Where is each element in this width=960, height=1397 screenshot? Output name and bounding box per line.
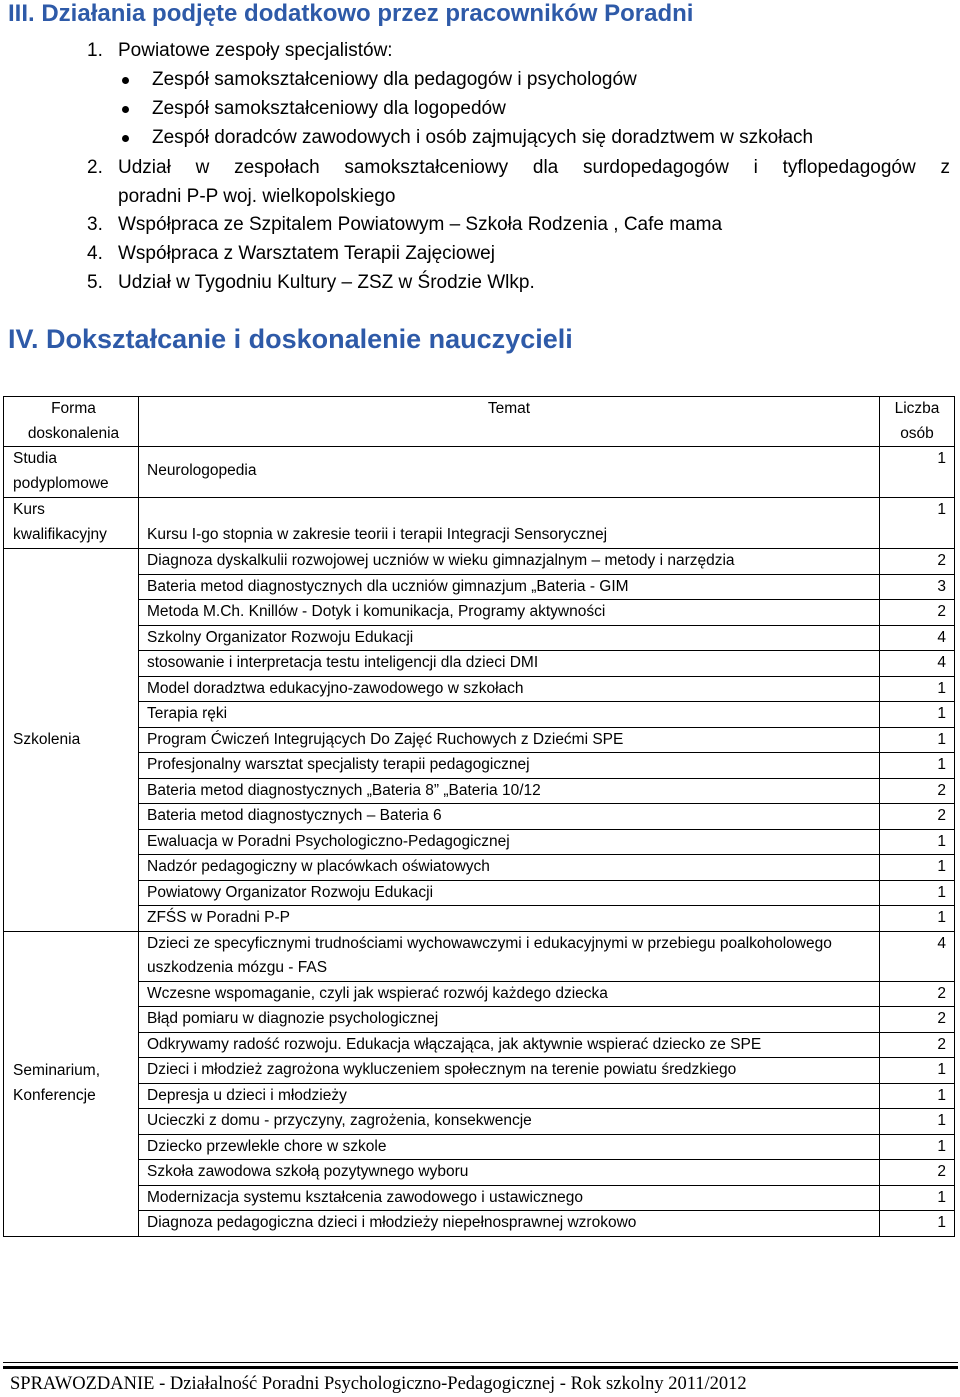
temat-cell: Odkrywamy radość rozwoju. Edukacja włączająca, jak aktywnie wspierać dziecko ze SPE	[139, 1032, 880, 1058]
temat-cell: Bateria metod diagnostycznych „Bateria 8” „Bateria 10/12	[139, 778, 880, 804]
header-liczba: Liczba osób	[880, 397, 955, 447]
liczba-cell: 1	[880, 855, 955, 881]
table-row	[4, 651, 955, 677]
footer-text: SPRAWOZDANIE - Działalność Poradni Psychologiczno-Pedagogicznej - Rok szkolny 2011/2012	[10, 1374, 747, 1394]
table-row	[4, 1007, 955, 1033]
table-row	[4, 549, 955, 575]
liczba-cell: 1	[880, 1134, 955, 1160]
temat-cell: Model doradztwa edukacyjno-zawodowego w szkołach	[139, 676, 880, 702]
footer-divider-thick	[3, 1366, 958, 1369]
table-row	[4, 574, 955, 600]
liczba-cell: 1	[880, 1058, 955, 1084]
liczba-cell: 3	[880, 574, 955, 600]
liczba-cell: 1	[880, 676, 955, 702]
temat-cell: Metoda M.Ch. Knillów - Dotyk i komunikacja, Programy aktywności	[139, 600, 880, 626]
list-item-continuation: poradni P-P woj. wielkopolskiego	[118, 186, 396, 207]
liczba-cell: 2	[880, 778, 955, 804]
liczba-cell: 2	[880, 804, 955, 830]
liczba-cell: 1	[880, 880, 955, 906]
temat-cell: Szkoła zawodowa szkołą pozytywnego wyboru	[139, 1160, 880, 1186]
table-row	[4, 855, 955, 881]
liczba-cell: 2	[880, 1032, 955, 1058]
liczba-cell: 1	[880, 447, 955, 498]
liczba-cell: 1	[880, 1185, 955, 1211]
item-number: 4.	[87, 243, 103, 264]
table-row	[4, 1211, 955, 1237]
table-header-row	[4, 397, 955, 447]
table-row	[4, 981, 955, 1007]
section-4-heading: IV. Dokształcanie i doskonalenie nauczycieli	[8, 324, 573, 354]
table-row	[4, 753, 955, 779]
list-item: Udział w Tygodniu Kultury – ZSZ w Środzie Wlkp.	[118, 272, 535, 293]
liczba-cell: 1	[880, 1109, 955, 1135]
liczba-cell: 2	[880, 1160, 955, 1186]
header-temat: Temat	[139, 397, 880, 447]
temat-cell: Dzieci i młodzież zagrożona wykluczeniem społecznym na terenie powiatu średzkiego	[139, 1058, 880, 1084]
table-row	[4, 1109, 955, 1135]
temat-cell: Bateria metod diagnostycznych – Bateria 6	[139, 804, 880, 830]
temat-cell: Ewaluacja w Poradni Psychologiczno-Pedagogicznej	[139, 829, 880, 855]
temat-cell: Kursu I-go stopnia w zakresie teorii i terapii Integracji Sensorycznej	[139, 498, 880, 549]
bullet-icon	[122, 77, 129, 84]
list-item: Współpraca z Warsztatem Terapii Zajęciowej	[118, 243, 495, 264]
bullet-icon	[122, 135, 129, 142]
liczba-cell: 1	[880, 498, 955, 549]
temat-cell: Depresja u dzieci i młodzieży	[139, 1083, 880, 1109]
liczba-cell: 1	[880, 753, 955, 779]
table-row	[4, 1032, 955, 1058]
temat-cell: Diagnoza dyskalkulii rozwojowej uczniów w wieku gimnazjalnym – metody i narzędzia	[139, 549, 880, 575]
section-3-heading: III. Działania podjęte dodatkowo przez pracowników Poradni	[8, 0, 694, 27]
temat-cell: Powiatowy Organizator Rozwoju Edukacji	[139, 880, 880, 906]
temat-cell: Dzieci ze specyficznymi trudnościami wychowawczymi i edukacyjnymi w przebiegu poalkoholowego uszkodzenia mózgu - FAS	[139, 931, 880, 981]
table-row	[4, 1058, 955, 1084]
temat-cell: Diagnoza pedagogiczna dzieci i młodzieży niepełnosprawnej wzrokowo	[139, 1211, 880, 1237]
temat-cell: Błąd pomiaru w diagnozie psychologicznej	[139, 1007, 880, 1033]
table-row	[4, 906, 955, 932]
item-number: 5.	[87, 272, 103, 293]
table-row	[4, 702, 955, 728]
temat-cell: Szkolny Organizator Rozwoju Edukacji	[139, 625, 880, 651]
temat-cell: Profesjonalny warsztat specjalisty terapii pedagogicznej	[139, 753, 880, 779]
table-row	[4, 727, 955, 753]
temat-cell: Program Ćwiczeń Integrujących Do Zajęć Ruchowych z Dziećmi SPE	[139, 727, 880, 753]
sub-list-item: Zespół doradców zawodowych i osób zajmujących się doradztwem w szkołach	[152, 127, 814, 148]
table-row	[4, 1160, 955, 1186]
liczba-cell: 2	[880, 981, 955, 1007]
liczba-cell: 2	[880, 549, 955, 575]
table-row	[4, 447, 955, 498]
liczba-cell: 1	[880, 727, 955, 753]
list-item: Współpraca ze Szpitalem Powiatowym – Szkoła Rodzenia , Cafe mama	[118, 214, 723, 235]
table-row	[4, 1185, 955, 1211]
sub-list-item: Zespół samokształceniowy dla logopedów	[152, 98, 506, 119]
liczba-cell: 1	[880, 829, 955, 855]
training-table	[3, 396, 955, 1237]
liczba-cell: 2	[880, 1007, 955, 1033]
liczba-cell: 4	[880, 931, 955, 981]
temat-cell: Bateria metod diagnostycznych dla uczniów gimnazjum „Bateria - GIM	[139, 574, 880, 600]
table-row	[4, 600, 955, 626]
table-row	[4, 676, 955, 702]
sub-list-item: Zespół samokształceniowy dla pedagogów i psychologów	[152, 69, 637, 90]
forma-kurs: Kurs kwalifikacyjny	[4, 498, 139, 549]
temat-cell: Ucieczki z domu - przyczyny, zagrożenia, konsekwencje	[139, 1109, 880, 1135]
temat-cell: Dziecko przewlekle chore w szkole	[139, 1134, 880, 1160]
list-item: Powiatowe zespoły specjalistów:	[118, 40, 393, 61]
item-number: 3.	[87, 214, 103, 235]
header-forma: Forma doskonalenia	[4, 397, 139, 447]
bullet-icon	[122, 106, 129, 113]
table-row	[4, 778, 955, 804]
temat-cell: Modernizacja systemu kształcenia zawodowego i ustawicznego	[139, 1185, 880, 1211]
table-row	[4, 625, 955, 651]
liczba-cell: 4	[880, 651, 955, 677]
temat-cell: stosowanie i interpretacja testu inteligencji dla dzieci DMI	[139, 651, 880, 677]
list-item: Udział w zespołach samokształceniowy dla surdopedagogów i tyflopedagogów z	[118, 157, 950, 178]
liczba-cell: 2	[880, 600, 955, 626]
footer-divider	[3, 1362, 958, 1363]
liczba-cell: 1	[880, 1211, 955, 1237]
table-row	[4, 880, 955, 906]
temat-cell: Wczesne wspomaganie, czyli jak wspierać rozwój każdego dziecka	[139, 981, 880, 1007]
forma-studia: Studia podyplomowe	[4, 447, 139, 498]
temat-cell: Terapia ręki	[139, 702, 880, 728]
forma-seminarium: Seminarium, Konferencje	[4, 931, 139, 1236]
item-number: 2.	[87, 157, 103, 178]
table-row	[4, 498, 955, 549]
table-row	[4, 1083, 955, 1109]
temat-cell: Nadzór pedagogiczny w placówkach oświatowych	[139, 855, 880, 881]
item-number: 1.	[87, 40, 103, 61]
table-row	[4, 1134, 955, 1160]
forma-szkolenia: Szkolenia	[4, 549, 139, 932]
table-row	[4, 804, 955, 830]
liczba-cell: 1	[880, 702, 955, 728]
liczba-cell: 1	[880, 906, 955, 932]
liczba-cell: 1	[880, 1083, 955, 1109]
temat-cell: ZFŚS w Poradni P-P	[139, 906, 880, 932]
temat-cell: Neurologopedia	[139, 447, 880, 498]
table-row	[4, 829, 955, 855]
table-row	[4, 931, 955, 981]
liczba-cell: 4	[880, 625, 955, 651]
